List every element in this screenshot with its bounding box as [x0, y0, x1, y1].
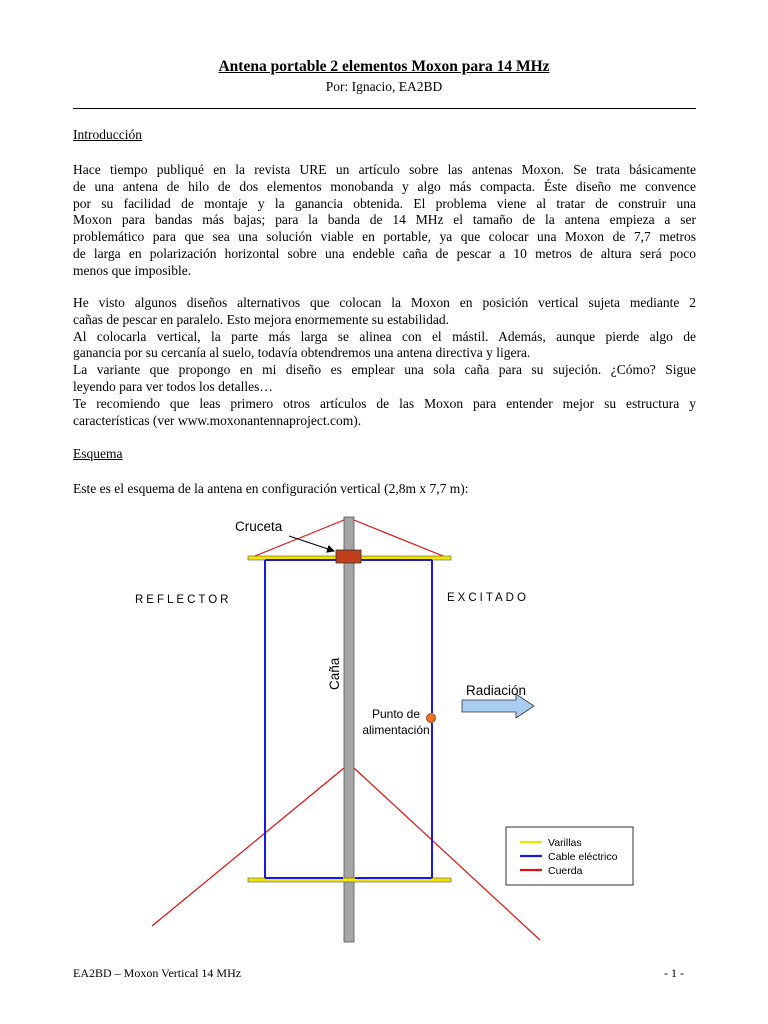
text-line: cañas de pescar en paralelo. Esto mejora enormemente su estabilidad. [73, 311, 449, 327]
text-line: problemático para que sea una solución viable en portable, ya que colocar una Moxon de 7,7 metros [73, 229, 696, 245]
page-number: - 1 - [664, 966, 684, 980]
legend-label-cable: Cable eléctrico [548, 851, 618, 863]
legend-label-varillas: Varillas [548, 837, 582, 849]
text-line: He visto algunos diseños alternativos que colocan la Moxon en posición vertical sujeta mediante 2 [73, 295, 696, 310]
esquema-heading: Esquema [73, 446, 123, 461]
text-line: ganancia por su cercanía al suelo, todavía obtendremos una antena directiva y ligera. [73, 345, 531, 361]
crossarm [336, 550, 361, 563]
rope-guy-left [152, 768, 344, 926]
text-line: Moxon para bandas más bajas; para la banda de 14 MHz el tamaño de la antena empieza a ser [73, 212, 696, 228]
cruceta-pointer [289, 536, 334, 551]
legend-label-cuerda: Cuerda [548, 865, 583, 877]
text-line: por su facilidad de montaje y la ganancia obtenida. El problema viene al tratar de construir una [73, 195, 696, 211]
label-punto-1: Punto de [371, 707, 421, 721]
esquema-paragraph [73, 481, 696, 498]
rope-top-right [349, 518, 443, 556]
text-line: Te recomiendo que leas primero otros artículos de las Moxon para entender mejor su estructura y [73, 395, 696, 411]
label-reflector: REFLECTOR [135, 594, 232, 606]
intro-heading: Introducción [73, 127, 142, 142]
text-line: menos que imposible. [73, 262, 192, 278]
text-line: características (ver www.moxonantennaproject.com). [73, 412, 362, 428]
intro-paragraph-1 [73, 162, 696, 280]
legend [506, 827, 633, 885]
label-cana: Caña [327, 657, 342, 690]
footer-left: EA2BD – Moxon Vertical 14 MHz [73, 966, 242, 980]
label-excitado: EXCITADO [447, 592, 529, 604]
label-radiacion: Radiación [466, 683, 527, 698]
text-line: de larga en polarización horizontal sobre una endeble caña de pescar a 10 metros de altura será poco [73, 245, 696, 261]
feedpoint-marker [427, 714, 436, 723]
text-line: de una antena de hilo de dos elementos monobanda y algo más compacta. Éste diseño me convence [73, 178, 696, 194]
intro-paragraph-2 [73, 295, 696, 429]
text-line: La variante que propongo en mi diseño es emplear una sola caña para su sujeción. ¿Cómo? Sigue [73, 362, 696, 378]
label-punto-2: alimentación [362, 723, 430, 737]
text-line: Al colocarla vertical, la parte más larga se alinea con el mástil. Además, aunque pierde algo de [73, 328, 696, 344]
label-cruceta: Cruceta [235, 519, 283, 534]
moxon-diagram [0, 505, 768, 950]
text-line: leyendo para ver todos los detalles… [73, 378, 273, 394]
text-line: Este es el esquema de la antena en configuración vertical (2,8m x 7,7 m): [73, 481, 469, 496]
author-line: Por: Ignacio, EA2BD [325, 79, 443, 94]
text-line: Hace tiempo publiqué en la revista URE un artículo sobre las antenas Moxon. Se trata básicamente [73, 162, 696, 177]
page-title: Antena portable 2 elementos Moxon para 14 MHz [218, 58, 550, 75]
header-rule [73, 108, 696, 109]
